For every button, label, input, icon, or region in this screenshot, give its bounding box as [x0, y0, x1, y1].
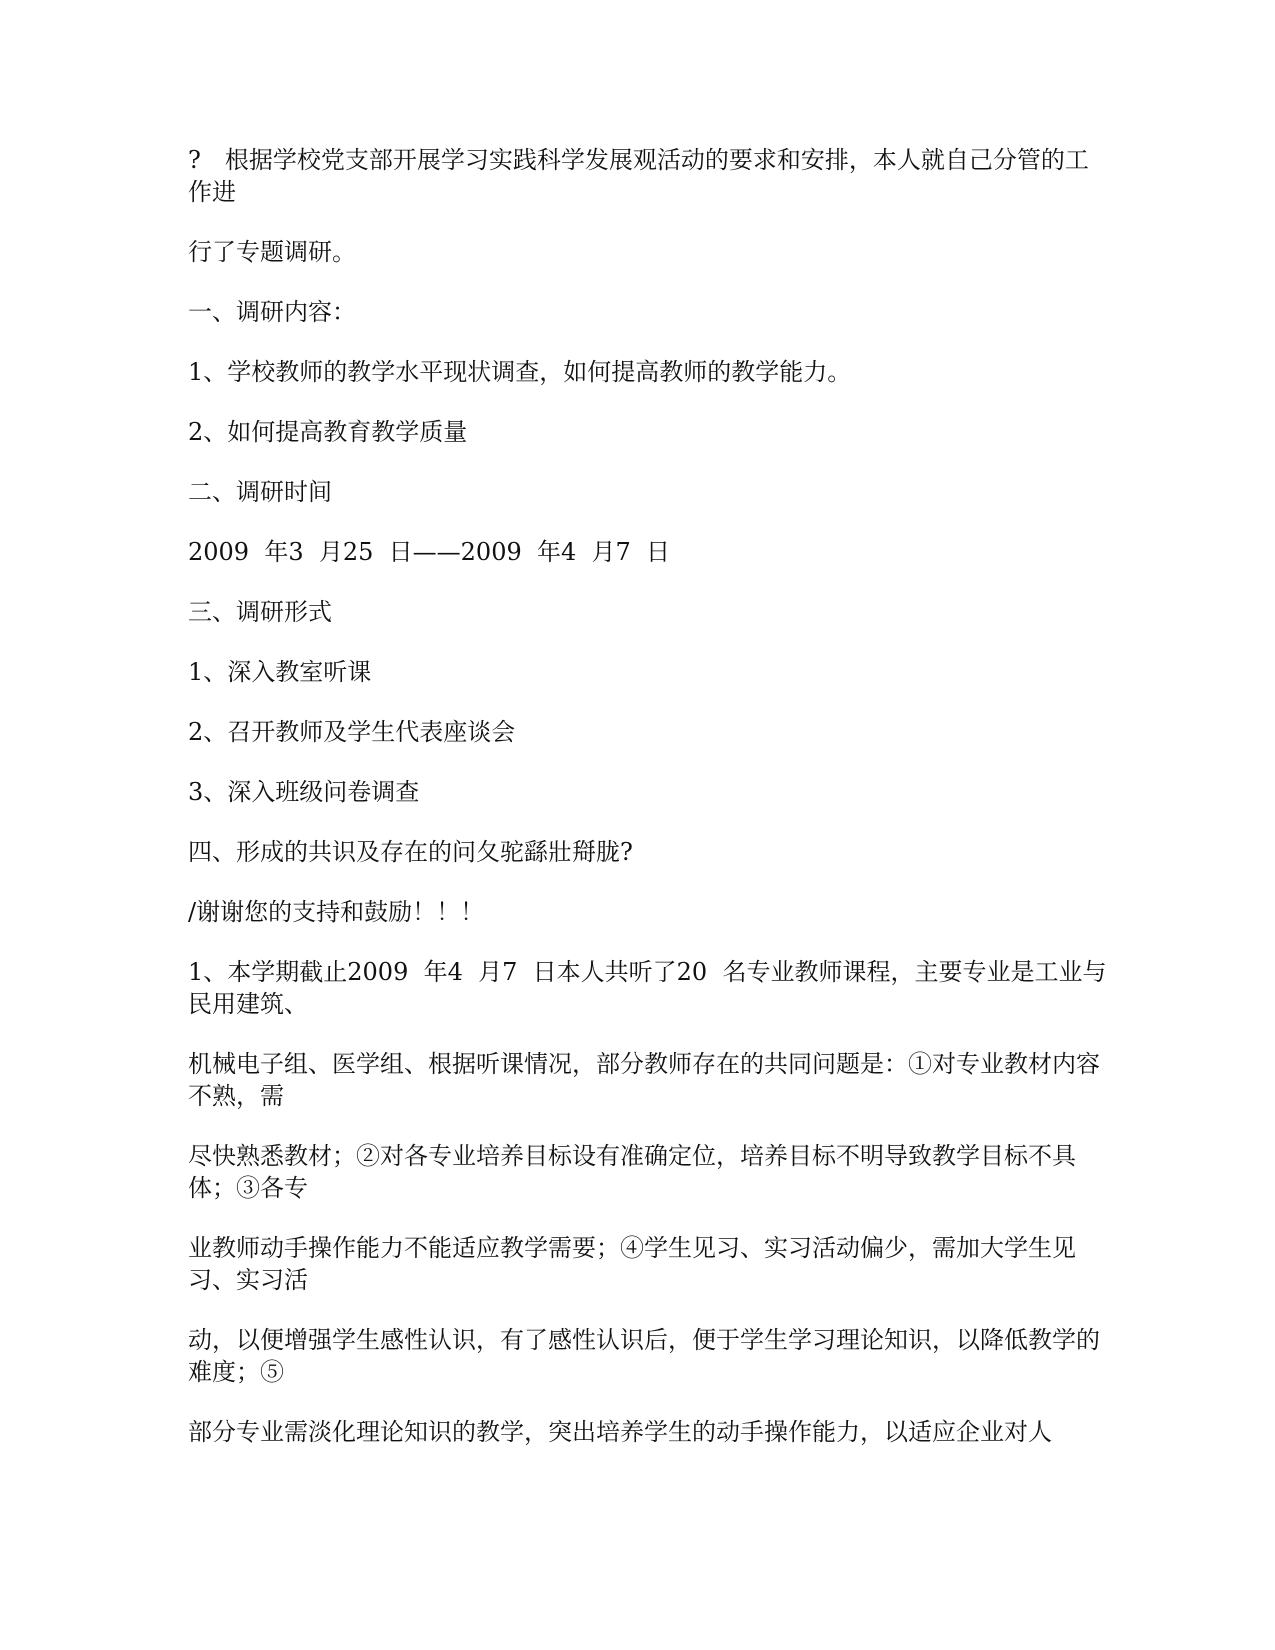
list-item: 3、深入班级问卷调查: [188, 778, 420, 806]
list-item: 1、深入教室听课: [188, 658, 372, 686]
section-heading-findings: 四、形成的共识及存在的问夂驼繇壯搿胧?: [188, 838, 633, 866]
body-paragraph: 动，以便增强学生感性认识，有了感性认识后，便于学生学习理论知识，以降低教学的难度；⑤: [188, 1326, 1100, 1386]
section-heading-form: 三、调研形式: [188, 598, 332, 626]
list-item: 2、如何提高教育教学质量: [188, 418, 468, 446]
list-item: 2、召开教师及学生代表座谈会: [188, 718, 516, 746]
thanks-line: /谢谢您的支持和鼓励！！！: [188, 898, 485, 926]
body-paragraph: 部分专业需淡化理论知识的教学，突出培养学生的动手操作能力，以适应企业对人: [188, 1418, 1052, 1446]
paragraph-intro-continued: 行了专题调研。: [188, 238, 356, 266]
body-paragraph: 机械电子组、医学组、根据听课情况，部分教师存在的共同问题是：①对专业教材内容不熟，需: [188, 1050, 1100, 1110]
paragraph-intro: ? 根据学校党支部开展学习实践科学发展观活动的要求和安排，本人就自己分管的工作进: [188, 146, 1089, 206]
document-body: [188, 144, 1108, 1476]
list-item: 1、学校教师的教学水平现状调查，如何提高教师的教学能力。: [188, 358, 852, 386]
body-paragraph: 业教师动手操作能力不能适应教学需要；④学生见习、实习活动偏少，需加大学生见习、实习活: [188, 1234, 1076, 1294]
date-range: 2009 年3 月25 日——2009 年4 月7 日: [188, 538, 671, 566]
section-heading-content: 一、调研内容：: [188, 298, 356, 326]
body-paragraph: 1、本学期截止2009 年4 月7 日本人共听了20 名专业教师课程，主要专业是工业与民用建筑、: [188, 958, 1107, 1018]
body-paragraph: 尽快熟悉教材；②对各专业培养目标设有准确定位，培养目标不明导致教学目标不具体；③各专: [188, 1142, 1076, 1202]
section-heading-time: 二、调研时间: [188, 478, 332, 506]
